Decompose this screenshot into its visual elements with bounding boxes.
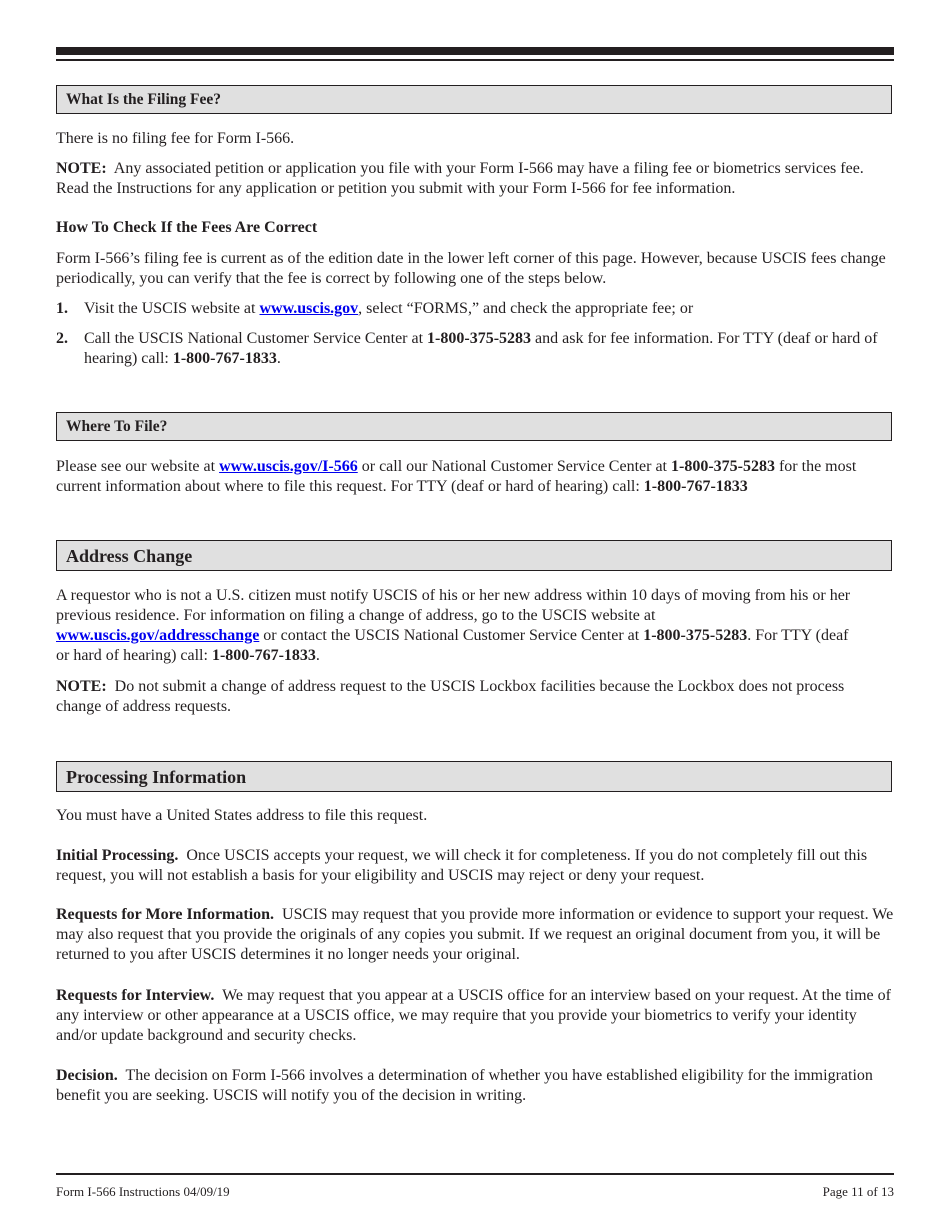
step-number: 1. [56,300,68,317]
i566-website-link[interactable]: www.uscis.gov/I-566 [219,458,358,475]
address-change-header [56,540,892,571]
where-to-file-text: Please see our website at www.uscis.gov/I-566 or call our National Customer Service Center at 1-800-375-5283 for the most current information about where to file this request. For TTY (deaf or hard of hearing) call: 1-800-767-1833 [56,458,857,495]
item-label: Requests for Interview. [56,987,215,1004]
filing-fee-header-text: What Is the Filing Fee? [66,90,221,108]
filing-fee-p2: Form I-566’s filing fee is current as of the edition date in the lower left corner of this page. However, because USCIS fees change periodically, you can verify that the fee is correct by following one of the steps below. [56,250,886,287]
address-change-header-text: Address Change [66,545,193,566]
uscis-website-link[interactable]: www.uscis.gov [259,300,359,317]
step-number: 2. [56,330,68,347]
item-text: The decision on Form I-566 involves a determination of whether you have established eligibility for the immigration benefit you are seeking. USCIS will notify you of the decision in writing. [56,1067,873,1104]
tty-phone-number: 1-800-767-1833 [643,478,748,495]
filing-fee-header [56,85,892,114]
processing-p1: You must have a United States address to file this request. [56,807,428,824]
note-label: NOTE: [56,160,107,177]
footer-rule [56,1173,894,1175]
where-to-file-header-text: Where To File? [66,417,168,435]
item-label: Initial Processing. [56,847,179,864]
item-text: Once USCIS accepts your request, we will check it for completeness. If you do not completely fill out this request, you will not establish a basis for your eligibility and USCIS may reject or deny your request. [56,847,868,884]
phone-number: 1-800-375-5283 [670,458,775,475]
top-thick-rule [56,47,894,55]
address-change-text: A requestor who is not a U.S. citizen must notify USCIS of his or her new address within 10 days of moving from his or her previous residence. For information on filing a change of address, go to the USCIS website at www.uscis.gov/addresschange or contact the USCIS National Customer Service Center at 1-800-375-5283. For TTY (deaf or hard of hearing) call: 1-800-767-1833. [56,587,851,664]
tty-phone-number: 1-800-767-1833 [172,350,277,367]
top-thin-rule [56,59,894,61]
item-label: Decision. [56,1067,118,1084]
where-to-file-header [56,412,892,441]
filing-fee-p1: There is no filing fee for Form I-566. [56,130,295,147]
processing-header-text: Processing Information [66,766,247,787]
processing-header [56,761,892,792]
item-text: We may request that you appear at a USCIS office for an interview based on your request. At the time of any interview or other appearance at a USCIS office, we may require that you provide your biometrics to verify your identity and/or update background and security checks. [56,987,891,1044]
note-text: Any associated petition or application you file with your Form I-566 may have a filing fee or biometrics services fee. Read the Instructions for any application or petition you submit with your Form I-566 for fee information. [56,160,864,197]
processing-initial [56,846,896,886]
note-text: Do not submit a change of address request to the USCIS Lockbox facilities because the Lockbox does not process change of address requests. [56,678,845,715]
phone-number: 1-800-375-5283 [427,330,532,347]
note-label: NOTE: [56,678,107,695]
fee-step-1: 1. Visit the USCIS website at www.uscis.gov, select “FORMS,” and check the appropriate fee; or [56,300,694,317]
processing-decision [56,1066,896,1106]
phone-number: 1-800-375-5283 [643,627,748,644]
fees-subheading: How To Check If the Fees Are Correct [56,219,318,236]
footer-form-name: Form I-566 Instructions 04/09/19 [56,1184,230,1199]
item-label: Requests for More Information. [56,906,275,923]
processing-interview [56,986,896,1046]
item-text: USCIS may request that you provide more information or evidence to support your request. We may also request that you provide the originals of any copies you submit. If we request an original document from you, it will be returned to you after USCIS determines it no longer needs your original. [56,906,894,963]
address-change-note [56,677,856,717]
address-change-link[interactable]: www.uscis.gov/addresschange [56,627,260,644]
fee-step-2: 2. Call the USCIS National Customer Service Center at 1-800-375-5283 and ask for fee information. For TTY (deaf or hard of hearing) call: 1-800-767-1833. [56,330,878,367]
processing-more-info [56,905,896,965]
filing-fee-note [56,159,896,199]
tty-phone-number: 1-800-767-1833 [211,647,316,664]
footer-page-number: Page 11 of 13 [822,1184,894,1199]
